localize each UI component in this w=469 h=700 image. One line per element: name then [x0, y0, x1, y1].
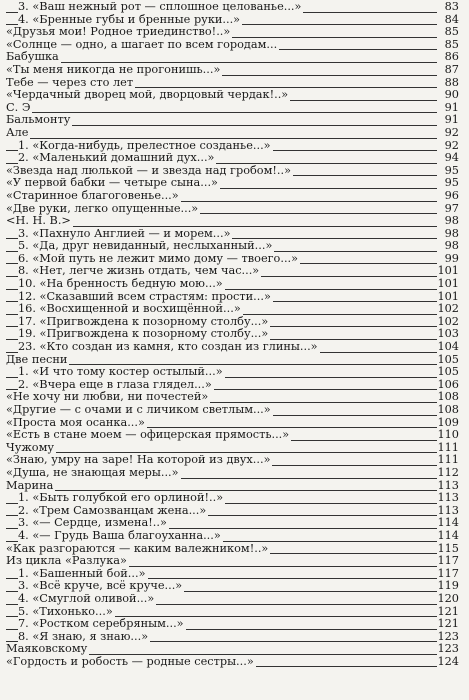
table-of-contents [0, 1, 469, 668]
toc-entry-page: 98 [437, 215, 459, 228]
toc-entry [0, 341, 469, 354]
toc-entry-title: «Гордость и робость — родные сестры...» [6, 654, 254, 668]
toc-entry-title: 4. «Смуглой оливой...» [18, 591, 155, 605]
toc-entry [0, 366, 469, 379]
toc-entry [0, 278, 469, 291]
toc-entry-title: 3. «— Сердце, измена!..» [18, 516, 167, 530]
toc-entry-page: 114 [437, 528, 459, 542]
toc-entry-page: 117 [437, 566, 459, 580]
toc-entry-title: 3. «Пахнуло Англией — и морем...» [18, 226, 231, 240]
toc-entry-page: 104 [437, 340, 459, 354]
toc-entry-title: 4. «— Грудь Ваша благоуханна...» [18, 528, 221, 542]
toc-entry-page: 115 [437, 541, 459, 555]
toc-entry [0, 404, 469, 417]
toc-entry-title: Бабушка [6, 50, 59, 64]
toc-entry-title: «У первой бабки — четыре сына...» [6, 176, 218, 190]
toc-entry-title: Из цикла «Разлука» [6, 554, 127, 568]
toc-entry-page: 86 [437, 51, 459, 64]
toc-entry-title: «Не хочу ни любви, ни почестей» [6, 390, 209, 404]
toc-entry-page: 92 [437, 127, 459, 140]
toc-entry-page: 101 [437, 264, 459, 278]
toc-entry-title: 5. «Тихонько...» [18, 604, 113, 618]
toc-entry-title: «Как разгораются — каким валежником!..» [6, 541, 269, 555]
toc-entry-page: 101 [437, 277, 459, 291]
toc-entry-page: 98 [437, 240, 459, 253]
toc-entry-title: Бальмонту [6, 113, 71, 127]
toc-entry-page: 106 [437, 377, 459, 391]
toc-entry-title: 7. «Ростком серебряным...» [18, 617, 184, 631]
toc-entry [0, 215, 469, 228]
toc-entry-title: Маяковскому [6, 642, 88, 656]
toc-entry [0, 593, 469, 606]
toc-entry-page: 108 [437, 390, 459, 404]
toc-entry-page: 117 [437, 554, 459, 568]
toc-entry-title: «Есть в стане моем — офицерская прямость...» [6, 428, 290, 442]
toc-entry-page: 91 [437, 102, 459, 115]
toc-entry-page: 96 [437, 190, 459, 203]
toc-entry-page: 102 [437, 302, 459, 316]
toc-entry-title: 2. «Вчера еще в глаза глядел...» [18, 377, 212, 391]
toc-entry [0, 89, 469, 102]
toc-entry-title: Марина [6, 478, 54, 492]
toc-entry-title: 3. «Ваш нежный рот — сплошное целованье...» [18, 0, 302, 13]
toc-entry-page: 120 [437, 591, 459, 605]
toc-entry-page: 95 [437, 165, 459, 178]
toc-entry [0, 114, 469, 127]
toc-entry-title: 6. «Мой путь не лежит мимо дому — твоего...» [18, 251, 299, 265]
toc-entry-title: 10. «На бренность бедную мою...» [18, 277, 223, 291]
toc-entry-page: 112 [437, 465, 459, 479]
toc-entry-title: 2. «Маленький домашний дух...» [18, 151, 215, 165]
toc-entry-title: «Чердачный дворец мой, дворцовый чердак!..» [6, 88, 289, 102]
toc-entry [0, 429, 469, 442]
toc-entry-title: 4. «Бренные губы и бренные руки...» [18, 12, 241, 26]
toc-entry-title: 1. «Когда-нибудь, прелестное созданье...» [18, 138, 271, 152]
toc-entry-title: «Солнце — одно, а шагает по всем городам... [6, 37, 278, 51]
toc-entry-title: Чужому [6, 440, 55, 454]
toc-entry-title: 1. «И что тому костер остылый...» [18, 365, 223, 379]
toc-entry-page: 113 [437, 491, 459, 505]
toc-entry-page: 110 [437, 428, 459, 442]
toc-entry-title: 17. «Пригвождена к позорному столбу...» [18, 314, 269, 328]
toc-entry-page: 111 [437, 440, 459, 454]
toc-entry-title: 1. «Башенный бой...» [18, 566, 146, 580]
toc-entry [0, 26, 469, 39]
toc-entry-page: 105 [437, 365, 459, 379]
toc-entry [0, 190, 469, 203]
toc-entry-title: «Знаю, умру на заре! На которой из двух...» [6, 453, 271, 467]
toc-entry-page: 111 [437, 453, 459, 467]
toc-entry-title: 12. «Сказавший всем страстям: прости...» [18, 289, 271, 303]
toc-entry [0, 303, 469, 316]
toc-entry-page: 109 [437, 415, 459, 429]
toc-entry [0, 64, 469, 77]
toc-entry-page: 101 [437, 289, 459, 303]
toc-entry-page: 121 [437, 617, 459, 631]
toc-entry-page: 95 [437, 177, 459, 190]
toc-entry-title: Две песни [6, 352, 68, 366]
toc-entry-title: 23. «Кто создан из камня, кто создан из глины...» [18, 340, 318, 354]
toc-entry-page: 84 [437, 14, 459, 27]
toc-entry-page: 123 [437, 629, 459, 643]
toc-entry-title: 2. «Трем Самозванцам жена...» [18, 503, 207, 517]
toc-entry-title: «Две руки, легко опущенные...» [6, 201, 199, 215]
toc-entry [0, 530, 469, 543]
toc-entry-page: 113 [437, 478, 459, 492]
toc-entry-title: 8. «Нет, легче жизнь отдать, чем час...» [18, 264, 260, 278]
toc-entry [0, 555, 469, 568]
toc-entry-page: 85 [437, 26, 459, 39]
toc-entry-page: 88 [437, 77, 459, 90]
toc-entry-title: Тебе — через сто лет [6, 75, 134, 89]
toc-entry-title: «Другие — с очами и с личиком светлым...» [6, 403, 271, 416]
toc-entry-title: С. Э [6, 100, 31, 114]
toc-entry-title: 8. «Я знаю, я знаю...» [18, 629, 149, 643]
toc-entry-page: 91 [437, 114, 459, 127]
toc-entry-page: 92 [437, 140, 459, 153]
toc-entry [0, 656, 469, 669]
toc-entry [0, 152, 469, 165]
toc-entry-title: «Душа, не знающая меры...» [6, 465, 179, 479]
toc-entry [0, 618, 469, 631]
toc-entry [0, 492, 469, 505]
toc-entry [0, 1, 469, 14]
toc-entry-page: 99 [437, 253, 459, 266]
toc-entry-title: «Друзья мои! Родное триединство!..» [6, 25, 231, 39]
toc-entry-title: «Старинное благоговенье...» [6, 188, 179, 202]
toc-entry [0, 643, 469, 656]
toc-entry-page: 114 [437, 516, 459, 530]
toc-entry [0, 240, 469, 253]
toc-entry-page: 87 [437, 64, 459, 77]
toc-entry-title: 19. «Пригвождена к позорному столбу...» [18, 327, 269, 341]
toc-entry-page: 97 [437, 203, 459, 216]
toc-entry-page: 105 [437, 352, 459, 366]
toc-entry-page: 103 [437, 327, 459, 341]
toc-entry-page: 102 [437, 314, 459, 328]
toc-entry-title: «Звезда над люлькой — и звезда над гробом!..» [6, 163, 292, 177]
toc-entry-page: 119 [437, 579, 459, 593]
toc-entry-title: 1. «Быть голубкой его орлиной!..» [18, 491, 224, 505]
toc-entry-page: 98 [437, 228, 459, 241]
toc-entry-title: 3. «Всё круче, всё круче...» [18, 579, 183, 593]
dot-leader [6, 112, 439, 113]
toc-entry [0, 39, 469, 52]
toc-entry-page: 121 [437, 604, 459, 618]
toc-entry-page: 123 [437, 642, 459, 656]
toc-entry-page: 108 [437, 403, 459, 416]
toc-entry-page: 113 [437, 503, 459, 517]
toc-entry-title: 16. «Восхищенной и восхищённой...» [18, 302, 241, 316]
toc-entry-page: 90 [437, 89, 459, 102]
toc-entry-title: Але [6, 125, 29, 139]
toc-entry-page: 94 [437, 152, 459, 165]
toc-entry [0, 467, 469, 480]
toc-entry [0, 102, 469, 115]
toc-entry-page: 83 [437, 1, 459, 14]
toc-entry-title: <Н. Н. В.> [6, 214, 71, 228]
toc-entry-title: «Проста моя осанка...» [6, 415, 145, 429]
toc-entry-page: 124 [437, 654, 459, 668]
toc-entry-page: 85 [437, 39, 459, 52]
toc-entry [0, 127, 469, 140]
toc-entry-title: «Ты меня никогда не прогонишь...» [6, 62, 221, 76]
toc-entry-title: 5. «Да, друг невиданный, неслыханный...» [18, 239, 273, 253]
